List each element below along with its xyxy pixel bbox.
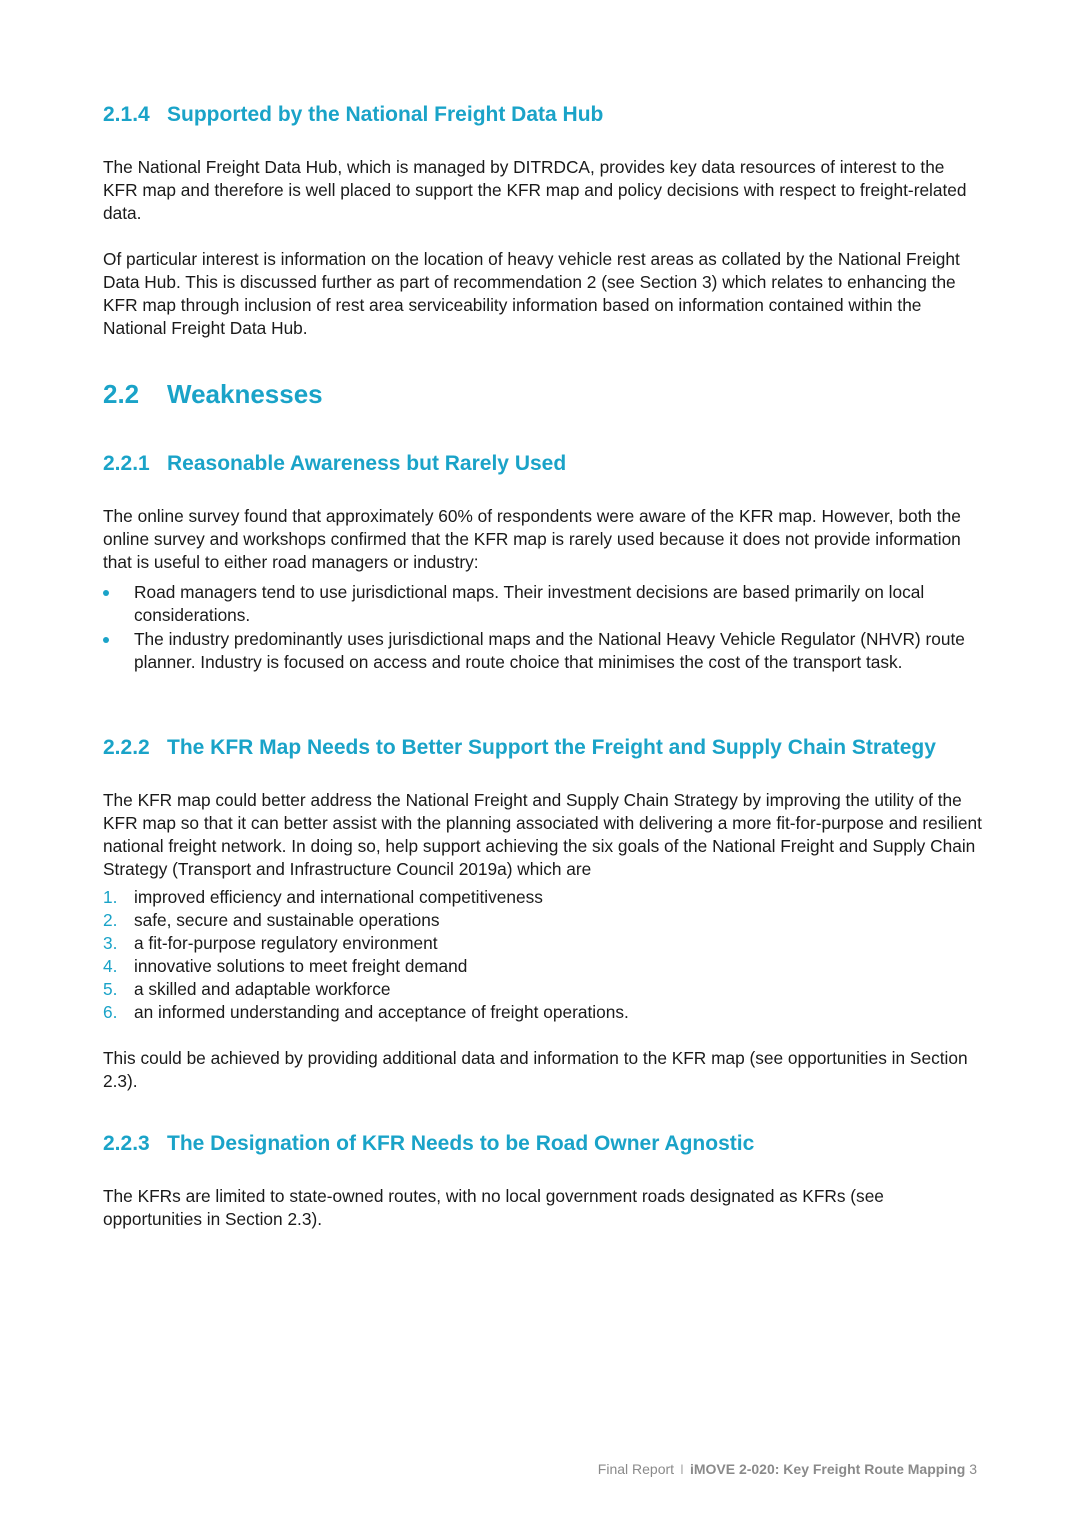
list-number: 1. xyxy=(103,887,118,907)
list-number: 4. xyxy=(103,956,118,976)
paragraph: The online survey found that approximately 60% of respondents were aware of the KFR map. However, both the online survey and workshops confirmed that the KFR map is rarely used because it does not provide information that is useful to either road managers or industry: xyxy=(103,506,961,572)
paragraph: Of particular interest is information on the location of heavy vehicle rest areas as collated by the National Freight Data Hub. This is discussed further as part of recommendation 2 (see Section 3) which relates to enhancing the KFR map through inclusion of rest area serviceability information based on information contained within the National Freight Data Hub. xyxy=(103,249,960,338)
paragraph: The KFRs are limited to state-owned routes, with no local government roads designated as KFRs (see opportunities in Section 2.3). xyxy=(103,1186,884,1229)
section-number: 2.2.3 xyxy=(103,1132,150,1155)
page-number: 3 xyxy=(969,1461,977,1477)
heading-2-1-4 xyxy=(103,103,603,127)
section-title: The Designation of KFR Needs to be Road Owner Agnostic xyxy=(167,1132,755,1155)
section-number: 2.1.4 xyxy=(103,103,150,126)
list-item xyxy=(103,886,983,909)
section-title: The KFR Map Needs to Better Support the Freight and Supply Chain Strategy xyxy=(167,736,936,759)
section-title: Reasonable Awareness but Rarely Used xyxy=(167,452,567,475)
section-title: Supported by the National Freight Data Hub xyxy=(167,103,604,126)
list-item-text: Road managers tend to use jurisdictional maps. Their investment decisions are based primarily on local considerations. xyxy=(134,582,925,625)
heading-2-2-3 xyxy=(103,1132,754,1156)
section-number: 2.2 xyxy=(103,379,140,409)
list-item-text: an informed understanding and acceptance of freight operations. xyxy=(134,1002,629,1022)
paragraph: The KFR map could better address the National Freight and Supply Chain Strategy by improving the utility of the KFR map so that it can better assist with the planning associated with delivering a more fit-for-purpose and resilient national freight network. In doing so, help support achieving the six goals of the National Freight and Supply Chain Strategy (Transport and Infrastructure Council 2019a) which are xyxy=(103,790,982,879)
paragraph: The National Freight Data Hub, which is managed by DITRDCA, provides key data resources of interest to the KFR map and therefore is well placed to support the KFR map and policy decisions with respect to freight-related data. xyxy=(103,157,967,223)
list-item-text: The industry predominantly uses jurisdictional maps and the National Heavy Vehicle Regulator (NHVR) route planner. Industry is focused on access and route choice that minimises the cost of the transport task. xyxy=(134,629,965,672)
footer-separator: I xyxy=(680,1461,684,1477)
list-item-text: a fit-for-purpose regulatory environment xyxy=(134,933,438,953)
heading-2-2 xyxy=(103,379,323,410)
section-title: Weaknesses xyxy=(167,379,323,409)
list-item xyxy=(103,1001,983,1024)
list-item xyxy=(103,909,983,932)
list-number: 6. xyxy=(103,1002,118,1022)
section-number: 2.2.1 xyxy=(103,452,150,475)
numbered-list xyxy=(103,886,983,1024)
list-item-text: a skilled and adaptable workforce xyxy=(134,979,391,999)
heading-2-2-1 xyxy=(103,452,566,476)
page-footer xyxy=(598,1461,977,1477)
bullet-icon xyxy=(103,590,109,596)
list-item-text: safe, secure and sustainable operations xyxy=(134,910,440,930)
list-item xyxy=(103,581,983,627)
footer-title: iMOVE 2-020: Key Freight Route Mapping xyxy=(689,1461,966,1477)
list-item xyxy=(103,978,983,1001)
list-item xyxy=(103,628,983,674)
list-number: 3. xyxy=(103,933,118,953)
list-item-text: improved efficiency and international competitiveness xyxy=(134,887,543,907)
list-number: 2. xyxy=(103,910,118,930)
heading-2-2-2 xyxy=(103,736,936,760)
list-item xyxy=(103,932,983,955)
section-number: 2.2.2 xyxy=(103,736,150,759)
bullet-list xyxy=(103,581,983,674)
paragraph: This could be achieved by providing additional data and information to the KFR map (see opportunities in Section 2.3). xyxy=(103,1048,968,1091)
bullet-icon xyxy=(103,637,109,643)
list-item-text: innovative solutions to meet freight demand xyxy=(134,956,468,976)
footer-label: Final Report xyxy=(597,1461,675,1477)
list-number: 5. xyxy=(103,979,118,999)
list-item xyxy=(103,955,983,978)
